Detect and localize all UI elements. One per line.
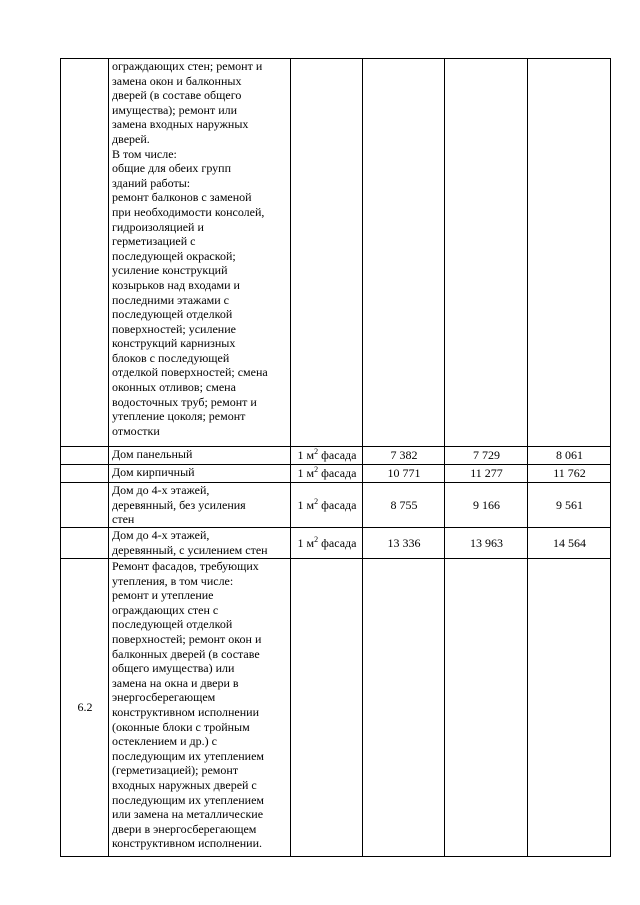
unit-cell: 1 $м^2$ фасада (291, 528, 363, 559)
value-cell-1: 7 382 (363, 447, 445, 465)
value-cell-1: 8 755 (363, 483, 445, 528)
table-row (61, 59, 611, 447)
value-cell-1: 10 771 (363, 465, 445, 483)
row-number (61, 447, 109, 465)
row-number: 6.2 (61, 559, 109, 857)
value-cell-1: 13 336 (363, 528, 445, 559)
value-cell-2 (445, 559, 528, 857)
unit-cell: 1 $м^2$ фасада (291, 483, 363, 528)
value-cell-3 (528, 59, 611, 447)
cost-table (60, 58, 611, 857)
value-cell-3: 11 762 (528, 465, 611, 483)
row-number (61, 528, 109, 559)
unit-cell (291, 59, 363, 447)
value-cell-2: 11 277 (445, 465, 528, 483)
work-description: Ремонт фасадов, требующих утепления, в том числе: ремонт и утепление ограждающих стен с последующей отделкой поверхностей; ремонт окон и балконных дверей (в составе общего имущества) или замена на окна и двери в энергосберегающем конструктивном исполнении (оконные блоки с тройным остеклением и др.) с последующим их утеплением (герметизацией); ремонт входных наружных дверей с последующим их утеплением или замена на металлические двери в энергосберегающем конструктивном исполнении. (109, 559, 291, 857)
value-cell-3 (528, 559, 611, 857)
table-row (61, 465, 611, 483)
value-cell-3: 9 561 (528, 483, 611, 528)
work-description: Дом до 4-х этажей, деревянный, с усилением стен (109, 528, 291, 559)
unit-cell (291, 559, 363, 857)
table-row (61, 447, 611, 465)
work-description: Дом кирпичный (109, 465, 291, 483)
work-description: Дом панельный (109, 447, 291, 465)
value-cell-1 (363, 559, 445, 857)
row-number (61, 59, 109, 447)
work-description: Дом до 4-х этажей, деревянный, без усиления стен (109, 483, 291, 528)
unit-cell: 1 $м^2$ фасада (291, 447, 363, 465)
table-row (61, 483, 611, 528)
work-description: ограждающих стен; ремонт и замена окон и балконных дверей (в составе общего имущества); ремонт или замена входных наружных дверей. В том числе: общие для обеих групп зданий работы: ремонт балконов с заменой при необходимости консолей, гидроизоляцией и герметизацией с последующей окраской; усиление конструкций козырьков над входами и последними этажами с последующей отделкой поверхностей; усиление конструкций карнизных блоков с последующей отделкой поверхностей; смена оконных отливов; смена водосточных труб; ремонт и утепление цоколя; ремонт отмостки (109, 59, 291, 447)
table-row (61, 559, 611, 857)
row-number (61, 483, 109, 528)
table-row (61, 528, 611, 559)
value-cell-3: 14 564 (528, 528, 611, 559)
value-cell-2: 7 729 (445, 447, 528, 465)
value-cell-2: 9 166 (445, 483, 528, 528)
value-cell-3: 8 061 (528, 447, 611, 465)
unit-cell: 1 $м^2$ фасада (291, 465, 363, 483)
value-cell-2 (445, 59, 528, 447)
row-number (61, 465, 109, 483)
value-cell-2: 13 963 (445, 528, 528, 559)
value-cell-1 (363, 59, 445, 447)
